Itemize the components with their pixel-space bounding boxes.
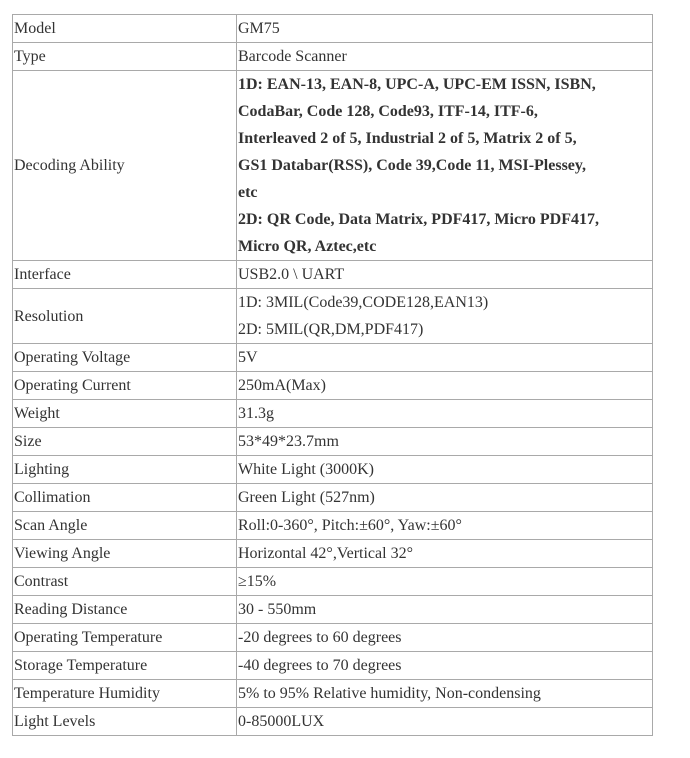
spec-value: Roll:0-360°, Pitch:±60°, Yaw:±60°	[237, 512, 653, 540]
spec-value: White Light (3000K)	[237, 456, 653, 484]
table-row	[13, 568, 653, 596]
spec-value-resolution	[237, 289, 653, 344]
decoding-line: Micro QR, Aztec,etc	[238, 238, 377, 255]
spec-label: Contrast	[13, 568, 237, 596]
spec-value-decoding	[237, 71, 653, 261]
spec-label: Operating Current	[13, 372, 237, 400]
spec-value: Green Light (527nm)	[237, 484, 653, 512]
spec-value: 0-85000LUX	[237, 708, 653, 736]
spec-label: Interface	[13, 261, 237, 289]
table-row	[13, 512, 653, 540]
decoding-line: 2D: QR Code, Data Matrix, PDF417, Micro PDF417,	[238, 211, 599, 228]
table-row	[13, 484, 653, 512]
spec-label: Reading Distance	[13, 596, 237, 624]
spec-value: 5V	[237, 344, 653, 372]
spec-value: 5% to 95% Relative humidity, Non-condensing	[237, 680, 653, 708]
table-row	[13, 261, 653, 289]
decoding-line: CodaBar, Code 128, Code93, ITF-14, ITF-6,	[238, 103, 538, 120]
table-row	[13, 400, 653, 428]
spec-label: Scan Angle	[13, 512, 237, 540]
table-row	[13, 428, 653, 456]
spec-value: GM75	[237, 15, 653, 43]
spec-value: Barcode Scanner	[237, 43, 653, 71]
table-row	[13, 456, 653, 484]
spec-value: 53*49*23.7mm	[237, 428, 653, 456]
decoding-line: GS1 Databar(RSS), Code 39,Code 11, MSI-Plessey,	[238, 157, 587, 174]
spec-label: Viewing Angle	[13, 540, 237, 568]
spec-label: Operating Temperature	[13, 624, 237, 652]
spec-label: Light Levels	[13, 708, 237, 736]
spec-value: -20 degrees to 60 degrees	[237, 624, 653, 652]
table-row	[13, 289, 653, 344]
spec-value: ≥15%	[237, 568, 653, 596]
table-row	[13, 680, 653, 708]
spec-label: Storage Temperature	[13, 652, 237, 680]
spec-label: Temperature Humidity	[13, 680, 237, 708]
spec-label: Model	[13, 15, 237, 43]
resolution-line: 2D: 5MIL(QR,DM,PDF417)	[238, 321, 424, 338]
spec-value: 250mA(Max)	[237, 372, 653, 400]
spec-value: Horizontal 42°,Vertical 32°	[237, 540, 653, 568]
table-row	[13, 43, 653, 71]
table-row	[13, 540, 653, 568]
spec-label: Weight	[13, 400, 237, 428]
resolution-line: 1D: 3MIL(Code39,CODE128,EAN13)	[238, 294, 489, 311]
decoding-line: 1D: EAN-13, EAN-8, UPC-A, UPC-EM ISSN, ISBN,	[238, 76, 596, 93]
table-row	[13, 652, 653, 680]
spec-label: Type	[13, 43, 237, 71]
decoding-line: etc	[238, 184, 258, 201]
table-row	[13, 596, 653, 624]
spec-label: Lighting	[13, 456, 237, 484]
spec-label: Decoding Ability	[13, 71, 237, 261]
table-row	[13, 624, 653, 652]
spec-label: Collimation	[13, 484, 237, 512]
table-row	[13, 71, 653, 261]
table-row	[13, 372, 653, 400]
spec-label: Size	[13, 428, 237, 456]
table-row	[13, 15, 653, 43]
spec-value: -40 degrees to 70 degrees	[237, 652, 653, 680]
spec-value: 30 - 550mm	[237, 596, 653, 624]
decoding-line: Interleaved 2 of 5, Industrial 2 of 5, Matrix 2 of 5,	[238, 130, 577, 147]
spec-value: USB2.0 \ UART	[237, 261, 653, 289]
spec-value: 31.3g	[237, 400, 653, 428]
spec-label: Resolution	[13, 289, 237, 344]
spec-table	[12, 14, 653, 736]
spec-label: Operating Voltage	[13, 344, 237, 372]
table-row	[13, 344, 653, 372]
table-row	[13, 708, 653, 736]
